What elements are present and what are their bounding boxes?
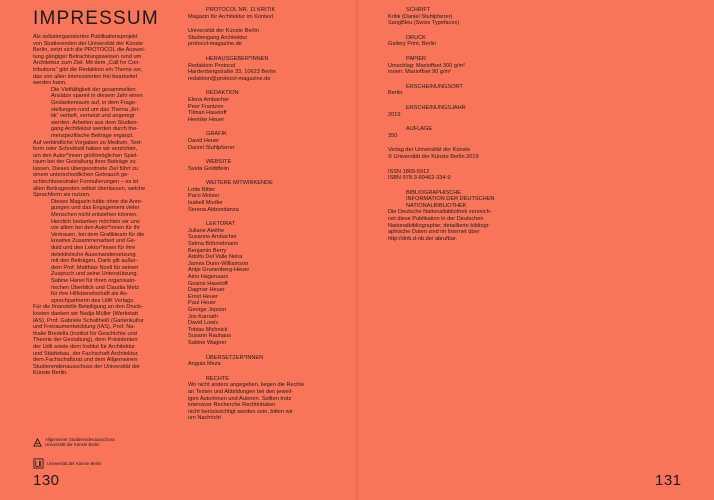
text-line: Kritik (Daniel Stuhlpfarrer) [388,13,453,20]
page-title: IMPRESSUM [33,8,159,29]
text-line: Ernst Heuer [188,293,218,300]
text-line: protocol-magazine.de [188,41,242,48]
text-line: um Nachricht [188,415,221,422]
section-heading: SCHRIFT [406,7,431,13]
text-line: kosten danken wir Nadja Müller (Werkstatt [33,310,138,317]
text-line: Antje Grunenberg-Heuer [188,267,250,274]
text-line: Gallery Print, Berlin [388,41,437,48]
text-line: redaktion@protocol-magazine.de [188,75,271,82]
section-heading: ERSCHEINUNGSJAHR [406,104,466,111]
text-line: James Dunn-Williamson [188,260,249,267]
text-line: George Jepson [188,306,227,313]
text-line: Verlag der Universität der Künste [388,147,471,154]
text-line: Gedankenraum auf, in dem Frage- [51,99,137,106]
text-line: und Städtebau, der Fachschaft Architektur, [33,350,139,357]
text-line: Als selbstorganisiertes Publikationsprojekt [33,34,138,40]
text-line: allen Beitragenden selbst überlassen, welche [33,185,146,192]
text-line: Peer Frantzen [188,103,224,110]
text-line: Berlin, setzt sich die PROTOCOL die Auswei- [33,47,146,54]
text-line: Wo nicht anders angegeben, liegen die Rechte [188,382,305,389]
text-line: Lotte Bitter [188,186,216,193]
text-line: und Freiraumentwicklung (IAS), Prof. Na- [33,324,136,331]
asta-mark-icon [33,438,42,447]
text-line: Dieses Magazin hätte ohne die Anre- [51,198,143,205]
text-line: Sveta Golddfeiin [188,165,230,172]
text-line: Studiengang Architektur [188,34,248,41]
asta-logo [33,437,115,447]
text-line: dem Fachschaftsrat und dem Allgemeinen [33,357,138,364]
text-line: Gesine Haseloff [188,280,228,287]
text-line: gang Architektur werden durch the- [51,126,139,133]
text-line: Henrike Heuer [188,116,225,123]
text-line: aphische Daten sind im Internet über [388,229,480,236]
section-heading: AUFLAGE [406,126,433,133]
text-line: Menschen nicht entstehen können. [51,212,138,219]
text-line: Tilman Haseloff [188,110,227,117]
section-heading: PAPIER [406,55,427,62]
text-line: duld und den Lektor*innen für ihre [51,245,136,251]
text-line: Redaktion Protocol [188,62,236,69]
text-line: INFORMATION DER DEUTSCHEN [406,196,495,203]
text-line: thalie Bredella (Institut für Geschichte und [33,330,137,337]
credits-column [188,7,338,422]
text-line: nicht berücksichtigt worden sein, bitten wir [188,408,293,415]
text-line: Herzlich bedanken möchten wir uns [51,218,140,225]
text-line: Berlin [388,90,403,97]
text-line: Sabine Wagner [188,339,227,346]
text-line: gungen und das Engagement vieler [51,205,140,212]
text-line: Susanne Ambacher [188,234,237,241]
text-line: Zuspruch und seine Unterstützung, [51,271,139,278]
text-line: detektivische Auseinandersetzung [51,251,136,258]
text-line: Sprachform sie nutzen. [33,192,91,199]
section-heading: LEKTORAT [206,221,236,228]
udk-logo-text: Universität der Künste Berlin [47,461,102,466]
text-line: Studierendenausschuss der Universität der [33,363,140,370]
text-line: Aino Hagenaars [188,274,229,280]
text-line: der Udk sowie dem Institut für Architektur [33,343,135,350]
section-heading: ÜBERSETZER*INNEN [206,354,264,361]
gutter-shadow [356,0,358,500]
text-line: Paul Heuer [188,300,216,307]
text-line: David Heuer [188,137,220,144]
text-line: Magazin für Architektur im Kontext [188,13,274,20]
text-line: Tobias Michnick [188,326,228,333]
text-line: werden kann. [33,80,67,87]
text-line: tik“ vertieft, vernetzt und angeregt [51,113,135,120]
asta-logo-line-1: Allgemeiner Studierendenausschuss [45,437,115,442]
section-heading: ERSCHEINUNGSORT [406,83,463,90]
text-line: Umschlag: Maxioffset 300 g/m² [388,62,465,69]
text-line: Hardenbergstraße 33, 10623 Berlin [188,69,276,76]
text-line: Isabell Modler [188,200,223,207]
text-line: net diese Publikation in der Deutschen [388,216,484,223]
text-line: Jos Karnath [188,313,218,320]
text-line: schlechtsneutraler Formulierungen – es ist [33,179,139,186]
text-line: Auf verbindliche Vorgaben zu Medium, Text- [33,139,143,146]
text-line: NATIONALBIBLIOTHEK [406,202,467,209]
text-line: Die Deutsche Nationalbibliothek verzeich- [388,209,492,216]
text-line: 2019 [388,111,401,118]
text-line: Vertrauen, bei dem Grafikteam für die [51,231,145,238]
text-line: werden. Arbeiten aus dem Studien- [51,119,139,126]
section-heading: BIBLIOGRAPHISCHE [406,189,462,196]
text-line: Juliane Aleithe [188,227,225,234]
udk-mark-icon [33,458,44,469]
udk-logo [33,458,101,469]
page-number-left: 130 [33,472,60,489]
text-line: Für die finanzielle Beteiligung an den Druck- [33,304,143,311]
text-line: Theorie der Gestaltung), dem Präsidenten [33,337,138,344]
section-heading: WEBSITE [206,159,232,166]
text-line: Angula Meza [188,361,221,368]
text-line: ISBN 978-3-89462-334-9 [388,175,451,182]
text-line: http://dnb.d-nb.de/ abrufbar. [388,235,458,242]
section-heading: GRAFIK [206,131,227,138]
text-line: vor allem bei den Autor*innen für ihr [51,225,140,232]
text-line: menspezifische Beiträge ergänzt. [51,132,134,139]
text-line: lassen. Dieses übergeordnete Ziel führt zu [33,165,139,172]
section-heading: REDAKTION [206,90,239,97]
text-line: Sabine Hanel für ihren organisato- [51,277,137,284]
text-line: igen Autorinnen und Autoren. Sollten trotz [188,395,292,402]
text-line: Innen: Maxioffset 90 g/m² [388,69,452,76]
text-line: 350 [388,132,398,139]
section-heading: RECHTE [206,375,229,382]
text-line: David Lowis [188,320,219,327]
text-line: Serena Abbondanza [188,206,239,213]
text-line: mit den Beiträgen. Dank gilt außer- [51,258,138,265]
text-line: Susann Rauhaus [188,333,231,340]
text-line: sprechpartnerin des UdK Verlags. [51,297,135,304]
text-line: Die Vielfältigkeit der gesammelten [51,86,136,93]
text-line: einem unterschiedlichen Gebrauch ge- [33,172,130,179]
text-line: Daniel Stuhlpfarrer [188,144,235,151]
text-line: das von allen Interessierten frei bearbeitet [33,73,138,80]
section-heading: WEITERE MITWIRKENDE [206,180,273,187]
text-line: ISSN 1865-5912 [388,168,430,175]
text-line: Paco Motzer [188,193,220,200]
text-line: tung gängiger Betrachtungsweisen rund um [33,53,142,60]
text-line: Universität der Künste Berlin [188,28,259,35]
section-heading: HERAUSGEBER*INNEN [206,55,269,62]
section-heading: DRUCK [406,34,426,41]
text-line: Nationalbibliographie; detaillierte bibliogr- [388,222,491,229]
asta-logo-line-2: Universität der Künste Berlin [45,442,100,447]
text-line: © Universität der Künste Berlin 2019 [388,153,479,160]
text-line: Architektur zum Ziel. Mit dem „Call for Con- [33,60,141,67]
text-line: intensiver Recherche Rechtinhaber [188,402,276,409]
text-line: an Texten und Abbildungen bei den jeweil- [188,388,293,395]
text-line: Ansätze spannt in diesem Jahr einen [51,93,143,100]
section-heading: PROTOCOL NR. 11 KRITIK [206,7,276,13]
text-line: Dagmar Heuer [188,287,225,294]
text-line: kreative Zusammenarbeit und Ge- [51,238,136,245]
text-line: rischen Überblick und Claudia Metz [51,284,139,291]
text-line: SangBleu (Swiss Typefaces) [388,20,460,27]
text-line: Benjamin Berry [188,247,227,254]
text-line: um den Autor*innen größtmöglichen Spiel- [33,152,139,159]
text-line: raum bei der Gestaltung ihrer Beiträge zu [33,159,136,166]
page-number-right: 131 [655,472,682,489]
intro-text-column [33,34,173,377]
text-line: Selma Böhmelmann [188,241,239,248]
text-line: von Studierenden der Universität der Künste [33,40,144,47]
text-line: IAS), Prof. Gabriele Schultheiß (Gartenkultur [33,317,144,324]
text-line: Künste Berlin. [33,370,68,377]
text-line: für ihre Hilfsbereitschaft als An- [51,291,129,298]
text-line: tributions“ gibt die Redaktion ein Thema vor, [33,66,143,73]
publication-details-column [388,7,538,242]
text-line: Elena Ambacher [188,96,230,103]
text-line: form oder Schreibstil haben wir verzichtet, [33,146,138,153]
text-line: stellungen rund um das Thema „Kri- [51,106,141,113]
text-line: dem Prof. Matthias Noell für seinen [51,264,139,271]
text-line: Adolfo Del Valle Neira [188,254,243,261]
